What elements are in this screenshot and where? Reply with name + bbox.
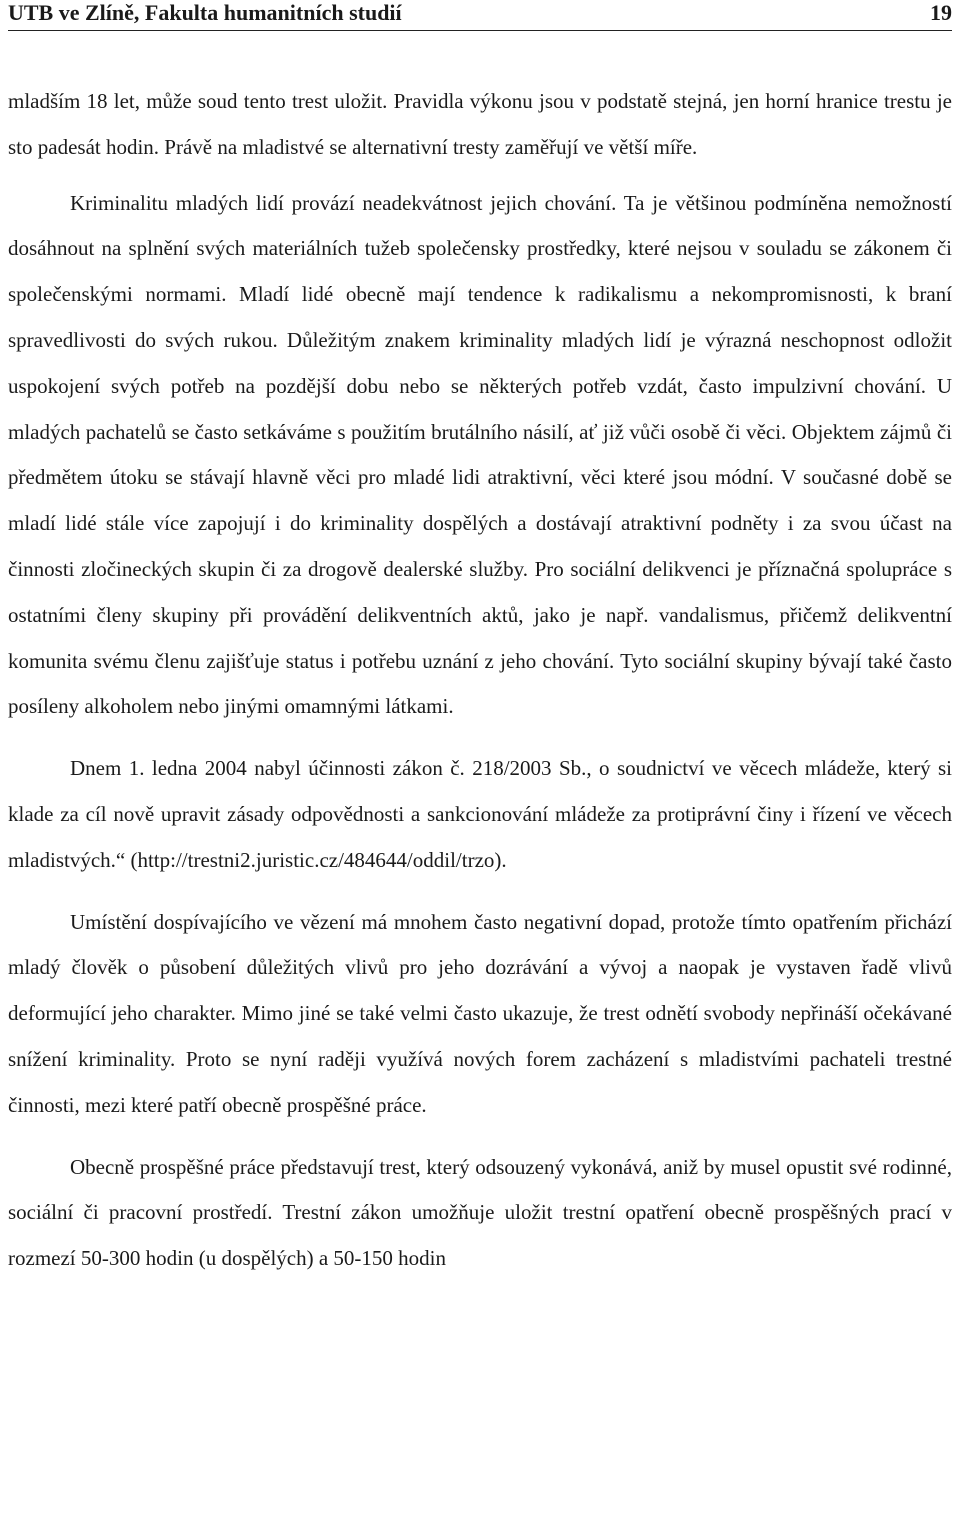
paragraph-continuation: mladším 18 let, může soud tento trest uložit. Pravidla výkonu jsou v podstatě stejná, jen horní hranice trestu je sto padesát hodin. Právě na mladistvé se alternativní tresty zaměřují ve větší míře.	[8, 89, 952, 159]
body-text	[8, 79, 952, 1282]
paragraph-youth-crime: Kriminalitu mladých lidí provází neadekvátnost jejich chování. Ta je většinou podmíněna nemožností dosáhnout na splnění svých materiálních tužeb společensky prostředky, které nejsou v souladu se zákonem či společenskými normami. Mladí lidé obecně mají tendence k radikalismu a nekompromisnosti, k braní spravedlivosti do svých rukou. Důležitým znakem kriminality mladých lidí je výrazná neschopnost odložit uspokojení svých potřeb na pozdější dobu nebo se některých potřeb vzdát, často impulzivní chování. U mladých pachatelů se často setkáváme s použitím brutálního násilí, ať již vůči osobě či věci. Objektem zájmů či předmětem útoku se stávají hlavně věci pro mladé lidi atraktivní, věci které jsou módní. V současné době se mladí lidé stále více zapojují i do kriminality dospělých a dostávají atraktivní podněty i za svou účast na činnosti zločineckých skupin či za drogově dealerské služby. Pro sociální delikvenci je příznačná spolupráce s ostatními členy skupiny při provádění delikventních aktů, jako je např. vandalismus, přičemž delikventní komunita svému členu zajišťuje status i potřebu uznání z jeho chování. Tyto sociální skupiny bývají také často posíleny alkoholem nebo jinými omamnými látkami.	[8, 190, 952, 719]
paragraph-community-service: Obecně prospěšné práce představují trest, který odsouzený vykonává, aniž by musel opustit své rodinné, sociální či pracovní prostředí. Trestní zákon umožňuje uložit trestní opatření obecně prospěšných prací v rozmezí 50-300 hodin (u dospělých) a 50-150 hodin	[8, 1154, 952, 1271]
paragraph-prison: Umístění dospívajícího ve vězení má mnohem často negativní dopad, protože tímto opatřením přichází mladý člověk o působení důležitých vlivů pro jeho dozrávání a vývoj a naopak je vystaven řadě vlivů deformující jeho charakter. Mimo jiné se také velmi často ukazuje, že trest odnětí svobody nepřináší očekávané snížení kriminality. Proto se nyní raději využívá nových forem zacházení s mladistvími pachateli trestné činnosti, mezi které patří obecně prospěšné práce.	[8, 909, 952, 1117]
running-header	[8, 0, 952, 31]
page-number: 19	[930, 0, 952, 25]
paragraph-law: Dnem 1. ledna 2004 nabyl účinnosti zákon č. 218/2003 Sb., o soudnictví ve věcech mládeže, který si klade za cíl nově upravit zásady odpovědnosti a sankcionování mládeže za protiprávní činy i řízení ve věcech mladistvých.“ (http://trestni2.juristic.cz/484644/oddil/trzo).	[8, 756, 952, 872]
header-title: UTB ve Zlíně, Fakulta humanitních studií	[8, 0, 402, 25]
